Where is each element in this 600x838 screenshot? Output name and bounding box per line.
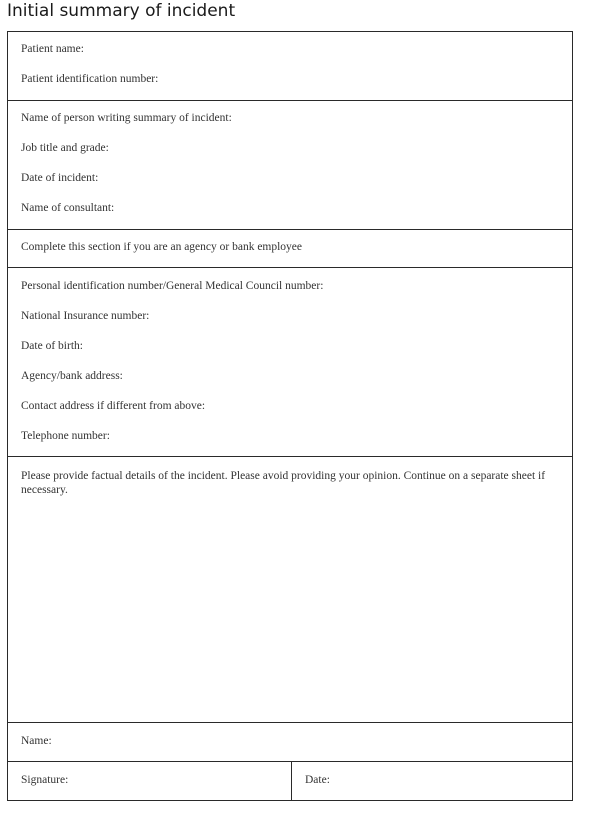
writer-section (8, 101, 572, 230)
agency-section (8, 268, 572, 457)
agency-note-section (8, 230, 572, 268)
details-section[interactable] (8, 457, 572, 723)
incident-date-field[interactable]: Date of incident: (21, 172, 99, 184)
signature-field[interactable]: Signature: (21, 774, 69, 786)
ni-number-field[interactable]: National Insurance number: (21, 310, 150, 322)
page-title: Initial summary of incident (7, 1, 236, 21)
name-section (8, 723, 572, 762)
signature-row (8, 762, 572, 800)
writer-name-field[interactable]: Name of person writing summary of incident: (21, 112, 232, 124)
gmc-number-field[interactable]: Personal identification number/General Medical Council number: (21, 280, 324, 292)
date-cell (292, 762, 572, 800)
signature-cell (8, 762, 292, 800)
patient-id-field[interactable]: Patient identification number: (21, 73, 159, 85)
contact-address-field[interactable]: Contact address if different from above: (21, 400, 206, 412)
consultant-field[interactable]: Name of consultant: (21, 202, 115, 214)
job-title-field[interactable]: Job title and grade: (21, 142, 109, 154)
agency-note: Complete this section if you are an agency or bank employee (21, 241, 303, 253)
date-field[interactable]: Date: (305, 774, 330, 786)
agency-address-field[interactable]: Agency/bank address: (21, 370, 123, 382)
dob-field[interactable]: Date of birth: (21, 340, 83, 352)
incident-form (7, 31, 573, 801)
details-instructions: Please provide factual details of the incident. Please avoid providing your opinion. Continue on a separate sheet if necessary. (21, 470, 546, 496)
patient-section (8, 32, 572, 101)
name-field[interactable]: Name: (21, 735, 52, 747)
patient-name-field[interactable]: Patient name: (21, 43, 84, 55)
telephone-field[interactable]: Telephone number: (21, 430, 110, 442)
